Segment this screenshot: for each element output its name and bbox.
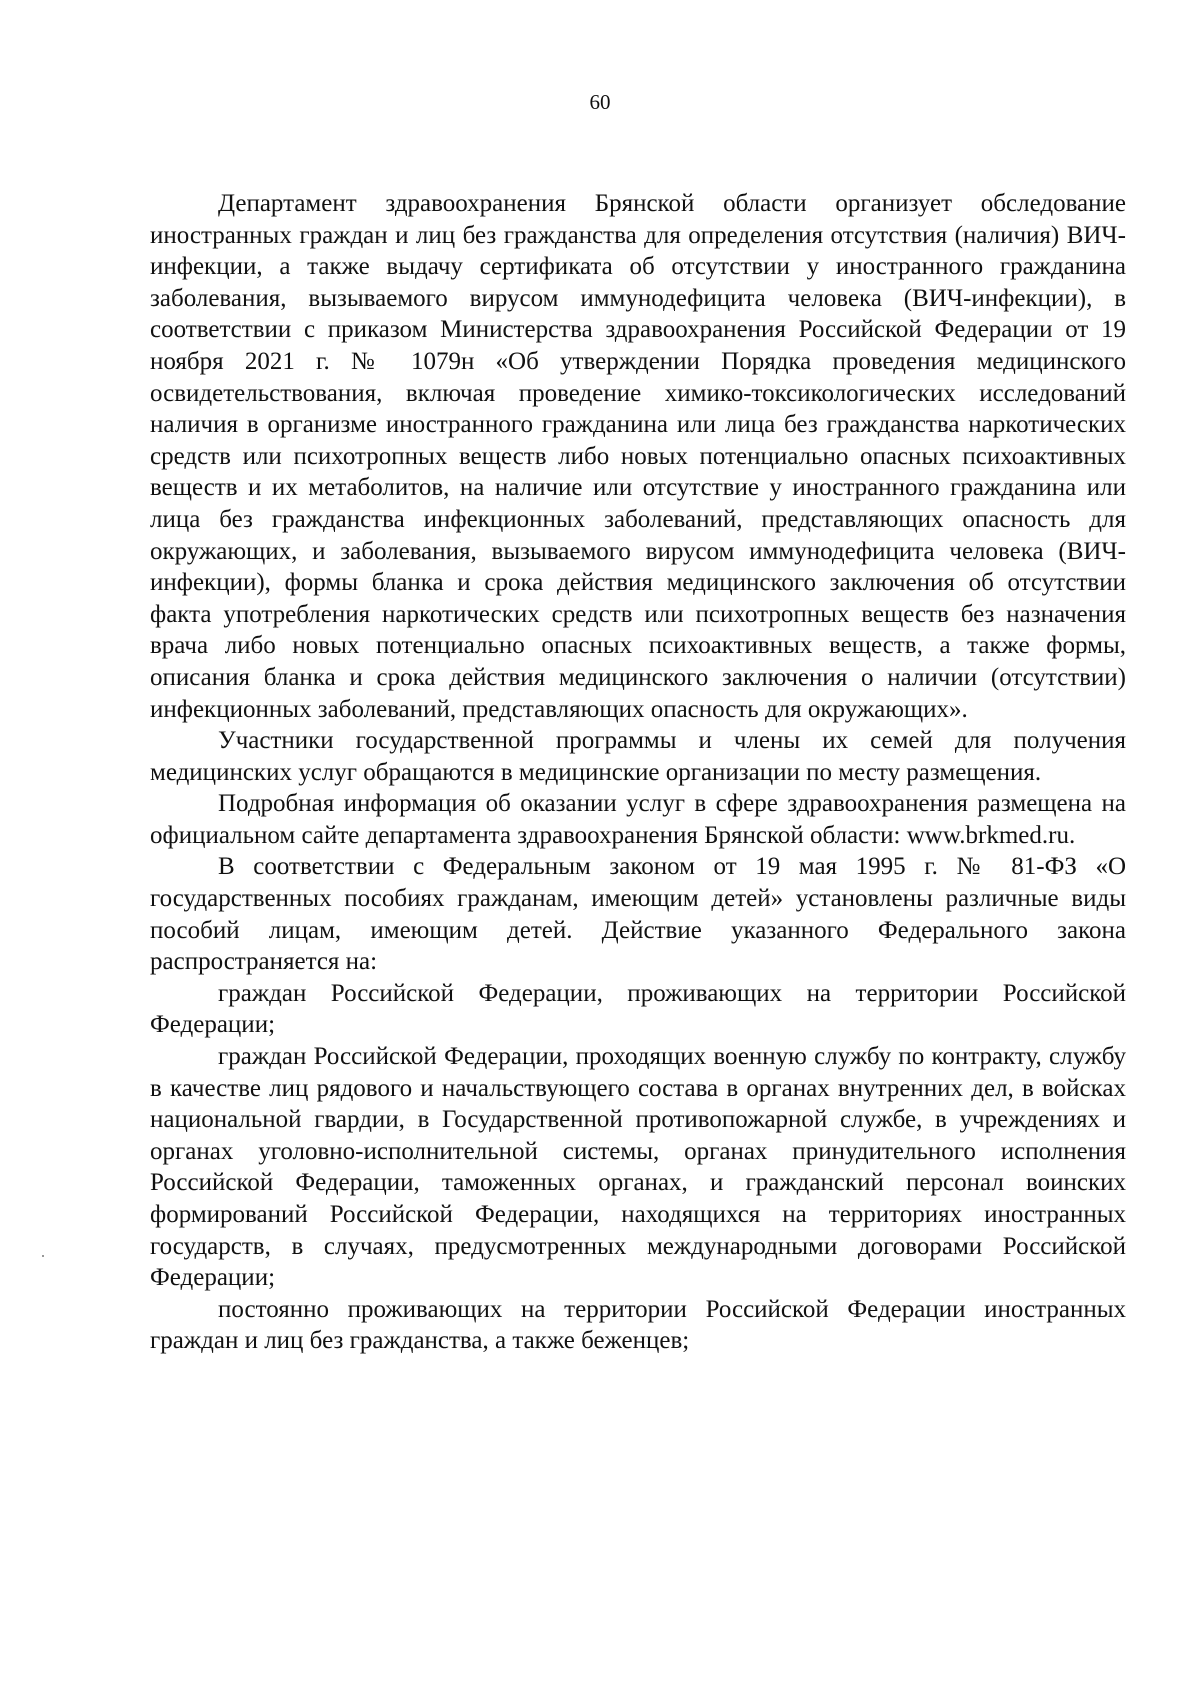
document-body [150, 188, 1126, 1357]
scan-speck [42, 1255, 44, 1257]
list-item-foreign-residents-refugees: постоянно проживающих на территории Российской Федерации иностранных граждан и лиц без гражданства, а также беженцев; [150, 1295, 1126, 1355]
list-item-citizens-serving-abroad: граждан Российской Федерации, проходящих военную службу по контракту, службу в качестве лиц рядового и начальствующего состава в органах внутренних дел, в войсках национальной гвардии, в Государственной противопожарной службе, в учреждениях и органах уголовно-исполнительной системы, органах принудительного исполнения Российской Федерации, таможенных органах, и гражданский персонал воинских формирований Российской Федерации, находящихся на территориях иностранных государств, в случаях, предусмотренных международными договорами Российской Федерации; [150, 1043, 1126, 1292]
paragraph-federal-law-benefits: В соответствии с Федеральным законом от 19 мая 1995 г. № 81-ФЗ «О государственных пособиях гражданам, имеющим детей» установлены различные виды пособий лицам, имеющим детей. Действие указанного Федерального закона распространяется на: [150, 853, 1126, 976]
list-item-citizens-residing: граждан Российской Федерации, проживающих на территории Российской Федерации; [150, 979, 1126, 1039]
paragraph-hiv-examination: Департамент здравоохранения Брянской области организует обследование иностранных граждан и лиц без гражданства для определения отсутствия (наличия) ВИЧ-инфекции, а также выдачу сертификата об отсутствии у иностранного гражданина заболевания, вызываемого вирусом иммунодефицита человека (ВИЧ-инфекции), в соответствии с приказом Министерства здравоохранения Российской Федерации от 19 ноября 2021 г. № 1079н «Об утверждении Порядка проведения медицинского освидетельствования, включая проведение химико-токсикологических исследований наличия в организме иностранного гражданина или лица без гражданства наркотических средств или психотропных веществ либо новых потенциально опасных психоактивных веществ и их метаболитов, на наличие или отсутствие у иностранного гражданина или лица без гражданства инфекционных заболеваний, представляющих опасность для окружающих, и заболевания, вызываемого вирусом иммунодефицита человека (ВИЧ-инфекции), формы бланка и срока действия медицинского заключения об отсутствии факта употребления наркотических средств или психотропных веществ без назначения врача либо новых потенциально опасных психоактивных веществ, а также формы, описания бланка и срока действия медицинского заключения о наличии (отсутствии) инфекционных заболеваний, представляющих опасность для окружающих». [150, 190, 1126, 723]
paragraph-health-info-website: Подробная информация об оказании услуг в сфере здравоохранения размещена на официальном сайте департамента здравоохранения Брянской области: www.brkmed.ru. [150, 790, 1126, 849]
paragraph-medical-services: Участники государственной программы и члены их семей для получения медицинских услуг обращаются в медицинские организации по месту размещения. [150, 727, 1126, 786]
page-number: 60 [589, 90, 611, 114]
